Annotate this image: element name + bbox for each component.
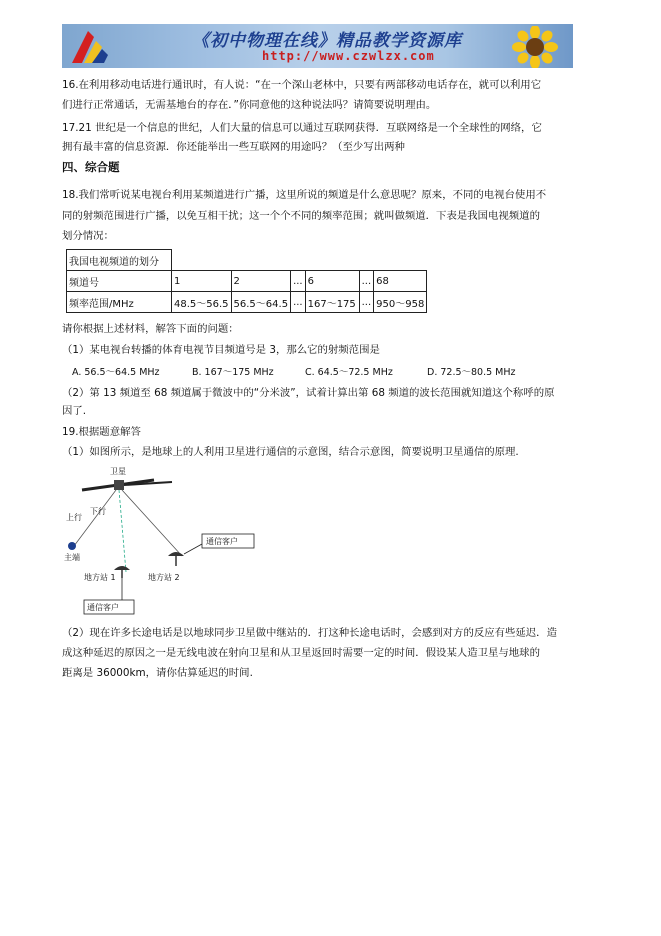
table-cell: ... — [359, 271, 374, 292]
option-b: B. 167～175 MHz — [192, 367, 274, 378]
banner-title: 《初中物理在线》精品教学资源库 — [192, 31, 462, 51]
table-row-label: 频率范围/MHz — [67, 292, 172, 313]
table-row — [67, 292, 427, 313]
table-cell: 2 — [231, 271, 291, 292]
table-cell: ... — [359, 292, 374, 313]
dish-icon-station2 — [168, 552, 184, 566]
client-top-label: 通信客户 — [206, 537, 238, 546]
satellite-icon — [82, 480, 172, 490]
uplink-label: 上行 — [66, 513, 82, 522]
q17-line2: 拥有最丰富的信息资源．你还能举出一些互联网的用途吗？（至少写出两种 — [62, 141, 405, 153]
q18-line3: 划分情况： — [62, 230, 114, 242]
table-cell: 950～958 — [374, 292, 427, 313]
table-cell: 6 — [305, 271, 359, 292]
table-cell: 56.5～64.5 — [231, 292, 291, 313]
q18-sub2-line2: 因了. — [62, 405, 87, 417]
earth-station-icon — [68, 542, 76, 550]
table-cell: ... — [291, 292, 306, 313]
q18-line1: 18.我们常听说某电视台利用某频道进行广播，这里所说的频道是什么意思呢？原来，不同的电视台使用不 — [62, 189, 547, 201]
table-row — [67, 271, 427, 292]
q18-prompt: 请你根据上述材料，解答下面的问题： — [62, 323, 239, 335]
q16-line2: 们进行正常通话，无需基地台的存在．”你同意他的这种说法吗？请简要说明理由。 — [62, 99, 437, 111]
satellite-diagram — [62, 462, 278, 622]
q19-sub2-line1: （2）现在许多长途电话是以地球同步卫星做中继站的．打这种长途电话时，会感到对方的反应有些延迟．造 — [62, 627, 557, 639]
channel-table — [66, 249, 427, 313]
q19-sub1: （1）如图所示，是地球上的人利用卫星进行通信的示意图，结合示意图，简要说明卫星通信的原理. — [62, 446, 519, 458]
table-cell: 48.5～56.5 — [172, 292, 232, 313]
header-banner — [62, 24, 573, 68]
option-a: A. 56.5～64.5 MHz — [72, 367, 160, 378]
earth-label: 主端 — [64, 553, 80, 562]
q18-sub1: （1）某电视台转播的体育电视节目频道号是 3，那么它的射频范围是 — [62, 344, 380, 356]
dish-icon-station1 — [114, 566, 130, 578]
station1-label: 地方站 1 — [84, 573, 116, 582]
table-row-label: 频道号 — [67, 271, 172, 292]
option-c: C. 64.5～72.5 MHz — [305, 367, 393, 378]
table-cell: 167～175 — [305, 292, 359, 313]
q19-heading: 19.根据题意解答 — [62, 426, 141, 438]
option-d: D. 72.5～80.5 MHz — [427, 367, 516, 378]
logo-icon — [68, 27, 112, 65]
table-cell: 1 — [172, 271, 232, 292]
section-heading: 四、综合题 — [62, 160, 120, 174]
banner-url[interactable]: http://www.czwlzx.com — [262, 49, 435, 63]
client-bottom-label: 通信客户 — [87, 603, 119, 612]
q16-line1: 16.在利用移动电话进行通讯时，有人说：“在一个深山老林中，只要有两部移动电话存在，就可以利用它 — [62, 79, 542, 91]
q19-sub2-line2: 成这种延迟的原因之一是无线电波在射向卫星和从卫星返回时需要一定的时间．假设某人造卫星与地球的 — [62, 647, 540, 659]
table-cell: ... — [291, 271, 306, 292]
q19-sub2-line3: 距离是 36000km，请你估算延迟的时间. — [62, 667, 253, 679]
q18-sub2-line1: （2）第 13 频道至 68 频道属于微波中的“分米波”，试着计算出第 68 频道的波长范围就知道这个称呼的原 — [62, 387, 555, 399]
sunflower-icon — [509, 26, 561, 68]
table-cell: 68 — [374, 271, 427, 292]
q17-line1: 17.21 世纪是一个信息的世纪，人们大量的信息可以通过互联网获得．互联网络是一个全球性的网络，它 — [62, 122, 542, 134]
table-caption: 我国电视频道的划分 — [67, 250, 172, 271]
station2-label: 地方站 2 — [148, 573, 180, 582]
downlink-label: 下行 — [90, 507, 106, 516]
satellite-label: 卫星 — [110, 467, 126, 476]
q18-line2: 同的射频范围进行广播，以免互相干扰；这一个个不同的频率范围；就叫做频道．下表是我国电视频道的 — [62, 210, 540, 222]
